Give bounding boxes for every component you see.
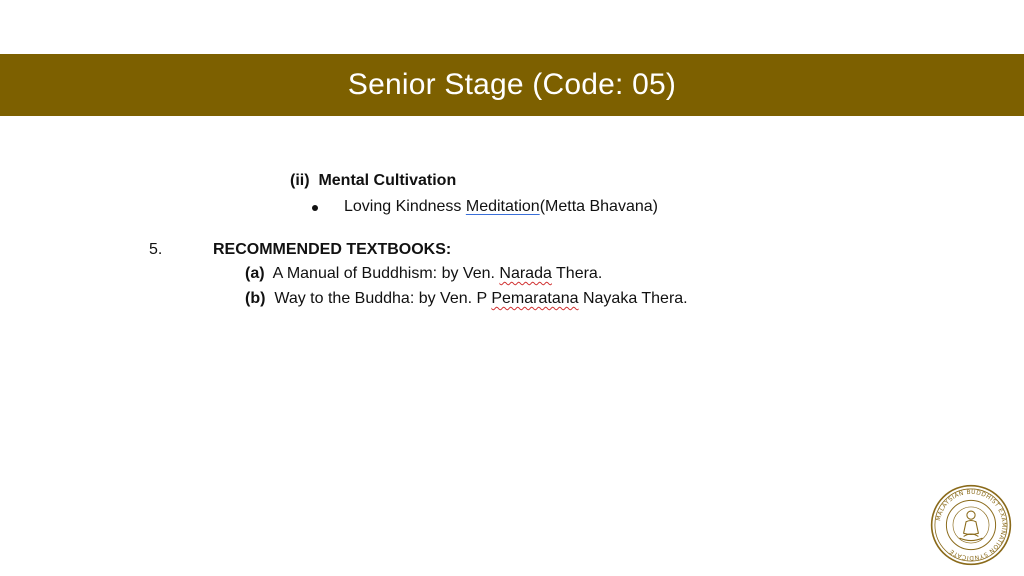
flagged-word-meditation: Meditation — [465, 198, 540, 215]
seal-text: MALAYSIAN BUDDHIST EXAMINATION SYNDICATE — [936, 489, 1007, 561]
bullet-text-suffix: (Metta Bhavana) — [539, 198, 658, 215]
bullet-icon — [312, 205, 318, 211]
textbook-text-b-before: Way to the Buddha: by Ven. P — [274, 290, 492, 307]
section-5-number: 5. — [149, 241, 163, 258]
textbook-label-b: (b) — [245, 290, 266, 307]
flagged-word-narada: Narada — [499, 265, 552, 282]
flagged-word-pemaratana: Pemaratana — [491, 290, 579, 307]
seal-logo-icon — [930, 484, 1012, 566]
textbook-item-a — [245, 264, 602, 284]
title-banner — [0, 54, 1024, 116]
bullet-text-prefix: Loving Kindness — [344, 198, 466, 215]
page-title: Senior Stage (Code: 05) — [347, 68, 677, 101]
textbook-text-a-after: Thera. — [551, 265, 603, 282]
section-ii-title: Mental Cultivation — [318, 172, 457, 189]
textbook-text-a-before: A Manual of Buddhism: by Ven. — [272, 265, 500, 282]
textbook-item-b — [245, 289, 688, 309]
textbook-text-b-after: Nayaka Thera. — [578, 290, 688, 307]
section-ii-label: (ii) — [290, 172, 310, 189]
bullet-item-loving-kindness — [344, 197, 658, 217]
section-5-heading: RECOMMENDED TEXTBOOKS: — [213, 241, 452, 258]
section-ii-heading — [290, 171, 456, 191]
textbook-label-a: (a) — [245, 265, 265, 282]
